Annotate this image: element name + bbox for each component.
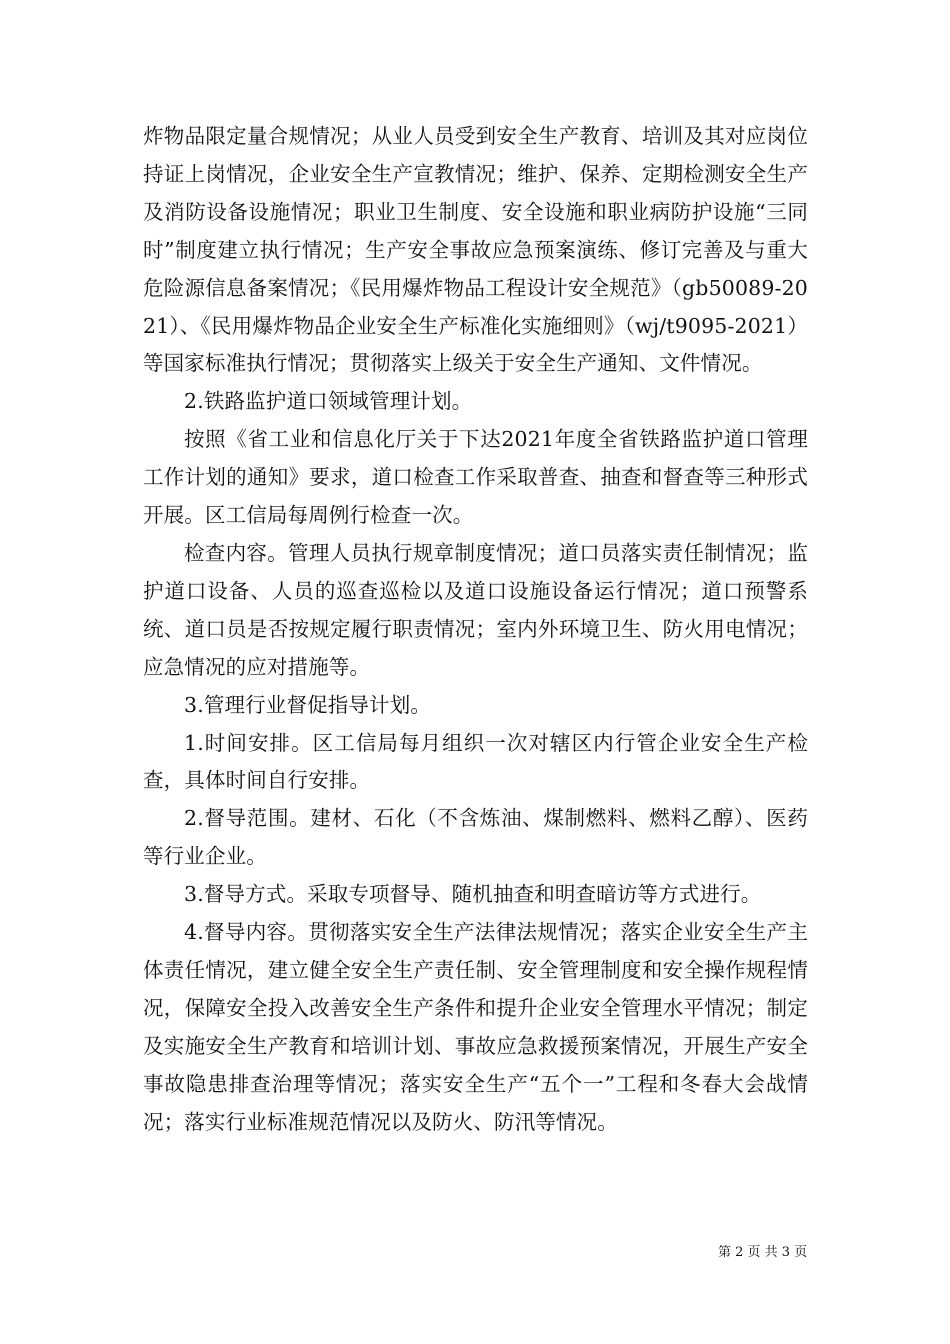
paragraph-inspection-content: 检查内容。管理人员执行规章制度情况；道口员落实责任制情况；监护道口设备、人员的巡查巡检以及道口设施设备运行情况；道口预警系统、道口员是否按规定履行职责情况；室内外环境卫生、防火用电情况；应急情况的应对措施等。 xyxy=(143,540,808,679)
paragraph-supervision-method: 3.督导方式。采取专项督导、随机抽查和明查暗访等方式进行。 xyxy=(184,882,762,907)
paragraph-continuation: 炸物品限定量合规情况；从业人员受到安全生产教育、培训及其对应岗位持证上岗情况，企业安全生产宣教情况；维护、保养、定期检测安全生产及消防设备设施情况；职业卫生制度、安全设施和职业病防护设施“三同时”制度建立执行情况；生产安全事故应急预案演练、修订完善及与重大危险源信息备案情况；《民用爆炸物品工程设计安全规范》（gb50089-2021）、《民用爆炸物品企业安全生产标准化实施细则》（wj/t9095-2021）等国家标准执行情况；贯彻落实上级关于安全生产通知、文件情况。 xyxy=(143,124,808,376)
section-heading-industry: 3.管理行业督促指导计划。 xyxy=(184,692,432,717)
page-number-footer: 第 2 页 共 3 页 xyxy=(718,1245,808,1260)
paragraph-supervision-scope: 2.督导范围。建材、石化（不含炼油、煤制燃料、燃料乙醇）、医药等行业企业。 xyxy=(143,806,808,869)
document-body xyxy=(143,118,808,1141)
section-heading-railway: 2.铁路监护道口领域管理计划。 xyxy=(184,389,473,414)
paragraph-time-arrangement: 1.时间安排。区工信局每月组织一次对辖区内行管企业安全生产检查，具体时间自行安排。 xyxy=(143,730,808,793)
paragraph-supervision-content: 4.督导内容。贯彻落实安全生产法律法规情况；落实企业安全生产主体责任情况，建立健全安全生产责任制、安全管理制度和安全操作规程情况，保障安全投入改善安全生产条件和提升企业安全管理水平情况；制定及实施安全生产教育和培训计划、事故应急救援预案情况，开展生产安全事故隐患排查治理等情况；落实安全生产“五个一”工程和冬春大会战情况；落实行业标准规范情况以及防火、防汛等情况。 xyxy=(143,920,808,1134)
paragraph-railway-plan: 按照《省工业和信息化厅关于下达2021年度全省铁路监护道口管理工作计划的通知》要求，道口检查工作采取普查、抽查和督查等三种形式开展。区工信局每周例行检查一次。 xyxy=(143,427,808,528)
